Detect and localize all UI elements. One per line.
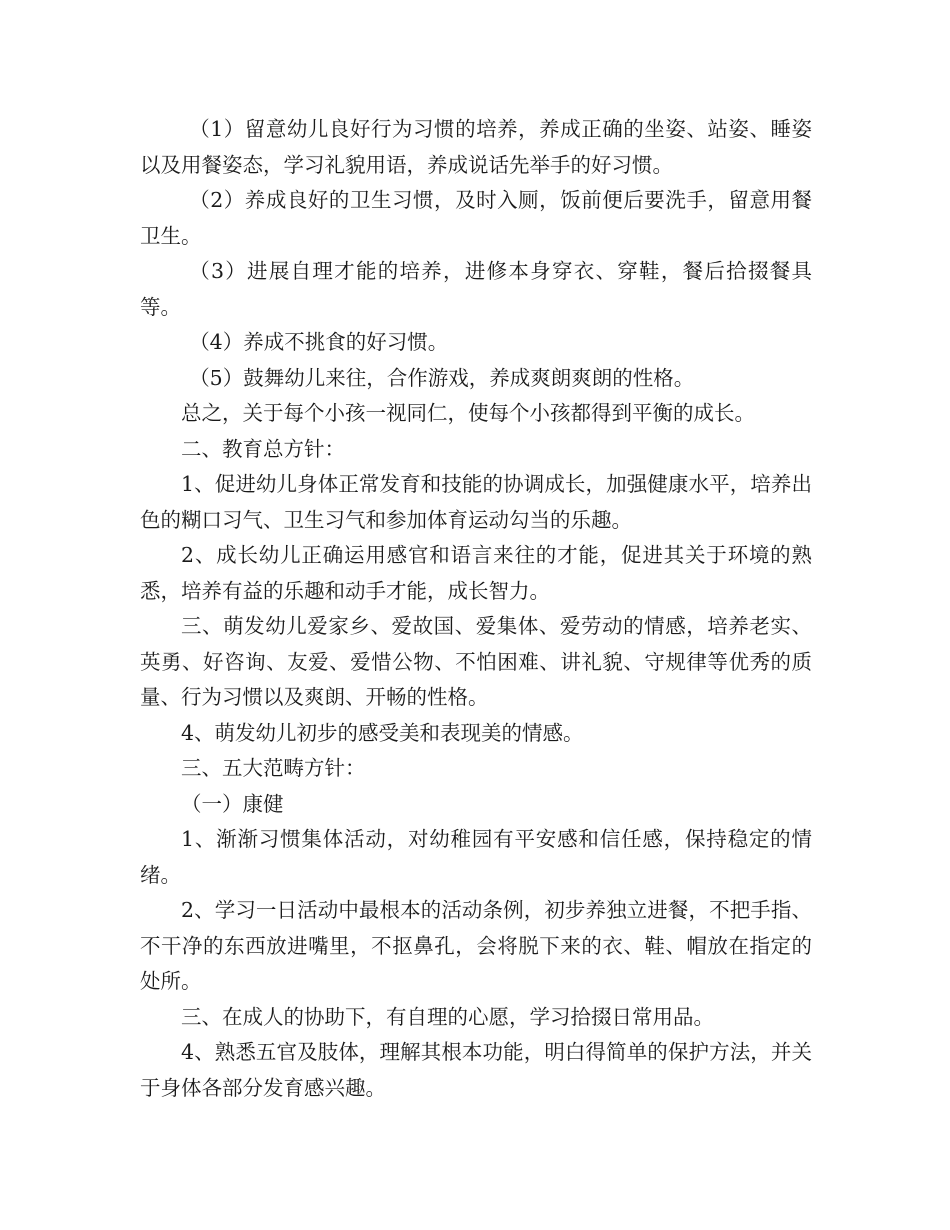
paragraph-goal-1: 1、促进幼儿身体正常发育和技能的协调成长，加强健康水平，培养出色的糊口习气、卫生习气和参加体育运动勾当的乐趣。 <box>140 472 812 532</box>
paragraph-habit-1: （1）留意幼儿良好行为习惯的培养，养成正确的坐姿、站姿、睡姿以及用餐姿态，学习礼貌用语，养成说话先举手的好习惯。 <box>140 117 812 177</box>
paragraph-goal-4: 4、萌发幼儿初步的感受美和表现美的情感。 <box>181 720 584 745</box>
paragraph-health-3: 三、在成人的协助下，有自理的心愿，学习拾掇日常用品。 <box>181 1004 714 1029</box>
paragraph-habit-2: （2）养成良好的卫生习惯，及时入厕，饭前便后要洗手，留意用餐卫生。 <box>140 188 812 248</box>
section-heading-education-goals: 二、教育总方针： <box>181 436 345 461</box>
paragraph-health-2: 2、学习一日活动中最根本的活动条例，初步养独立进餐，不把手指、不干净的东西放进嘴里，不抠鼻孔，会将脱下来的衣、鞋、帽放在指定的处所。 <box>140 898 812 993</box>
paragraph-goal-2: 2、成长幼儿正确运用感官和语言来往的才能，促进其关于环境的熟悉，培养有益的乐趣和动手才能，成长智力。 <box>140 543 812 603</box>
subsection-heading-health: （一）康健 <box>181 791 284 816</box>
paragraph-habit-5: （5）鼓舞幼儿来往，合作游戏，养成爽朗爽朗的性格。 <box>189 365 695 390</box>
paragraph-habit-3: （3）进展自理才能的培养，进修本身穿衣、穿鞋，餐后拾掇餐具等。 <box>140 259 812 319</box>
paragraph-summary: 总之，关于每个小孩一视同仁，使每个小孩都得到平衡的成长。 <box>181 401 755 425</box>
section-heading-five-domains: 三、五大范畴方针： <box>181 756 366 780</box>
document-body <box>140 112 812 1106</box>
paragraph-health-4: 4、熟悉五官及肢体，理解其根本功能，明白得简单的保护方法，并关于身体各部分发育感兴趣。 <box>140 1040 812 1100</box>
paragraph-goal-3: 三、萌发幼儿爱家乡、爱故国、爱集体、爱劳动的情感，培养老实、英勇、好咨询、友爱、爱惜公物、不怕困难、讲礼貌、守规律等优秀的质量、行为习惯以及爽朗、开畅的性格。 <box>140 614 812 709</box>
paragraph-habit-4: （4）养成不挑食的好习惯。 <box>189 330 449 354</box>
paragraph-health-1: 1、渐渐习惯集体活动，对幼稚园有平安感和信任感，保持稳定的情绪。 <box>140 827 812 887</box>
